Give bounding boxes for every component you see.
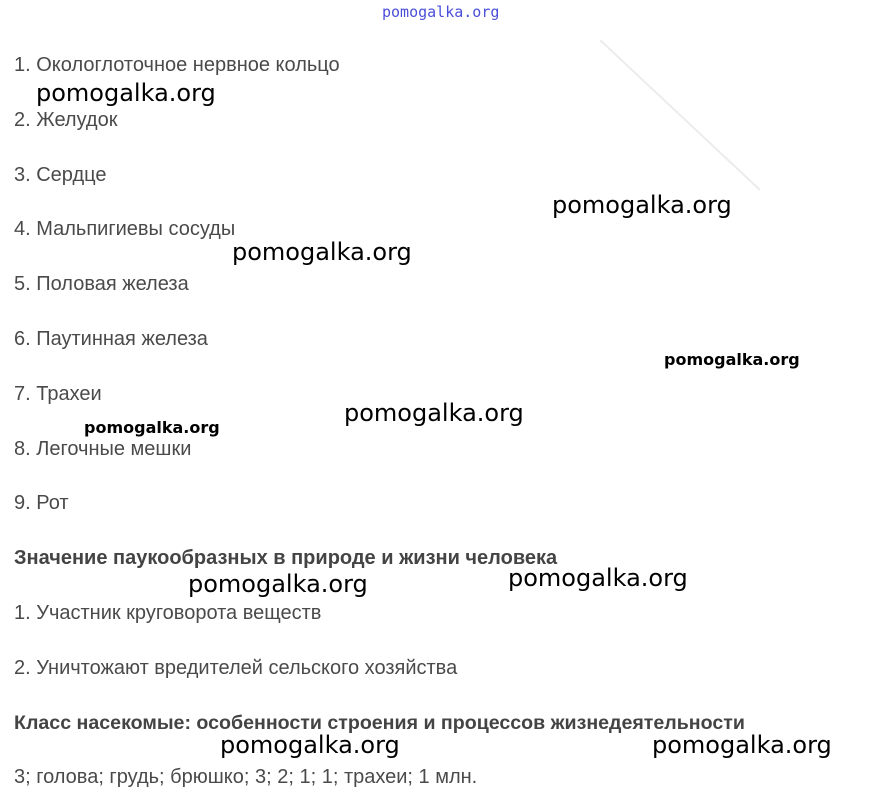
watermark: pomogalka.org bbox=[344, 399, 524, 427]
watermark: pomogalka.org bbox=[220, 731, 400, 759]
list-item: 6. Паутинная железа bbox=[14, 328, 208, 350]
answer-text: 3; голова; грудь; брюшко; 3; 2; 1; 1; трахеи; 1 млн. bbox=[14, 766, 478, 788]
list-item: 9. Рот bbox=[14, 492, 69, 514]
list-item: 7. Трахеи bbox=[14, 383, 102, 405]
watermark: pomogalka.org bbox=[36, 79, 216, 107]
list-item: 2. Уничтожают вредителей сельского хозяйства bbox=[14, 657, 458, 679]
watermark: pomogalka.org bbox=[552, 191, 732, 219]
faint-diagonal-line bbox=[600, 40, 800, 200]
watermark: pomogalka.org bbox=[664, 350, 800, 369]
list-item: 1. Окологлоточное нервное кольцо bbox=[14, 54, 340, 76]
list-item: 3. Сердце bbox=[14, 164, 107, 186]
watermark: pomogalka.org bbox=[508, 564, 688, 592]
list-item: 8. Легочные мешки bbox=[14, 438, 192, 460]
list-item: 2. Желудок bbox=[14, 109, 118, 131]
watermark: pomogalka.org bbox=[232, 238, 412, 266]
list-item: 4. Мальпигиевы сосуды bbox=[14, 218, 236, 240]
section-heading: Класс насекомые: особенности строения и процессов жизнедеятельности bbox=[14, 712, 745, 734]
watermark: pomogalka.org bbox=[84, 418, 220, 437]
watermark: pomogalka.org bbox=[188, 570, 368, 598]
list-item: 1. Участник круговорота веществ bbox=[14, 602, 322, 624]
watermark-top: pomogalka.org bbox=[382, 3, 500, 21]
section-heading: Значение паукообразных в природе и жизни человека bbox=[14, 547, 558, 569]
list-item: 5. Половая железа bbox=[14, 273, 189, 295]
watermark: pomogalka.org bbox=[652, 731, 832, 759]
